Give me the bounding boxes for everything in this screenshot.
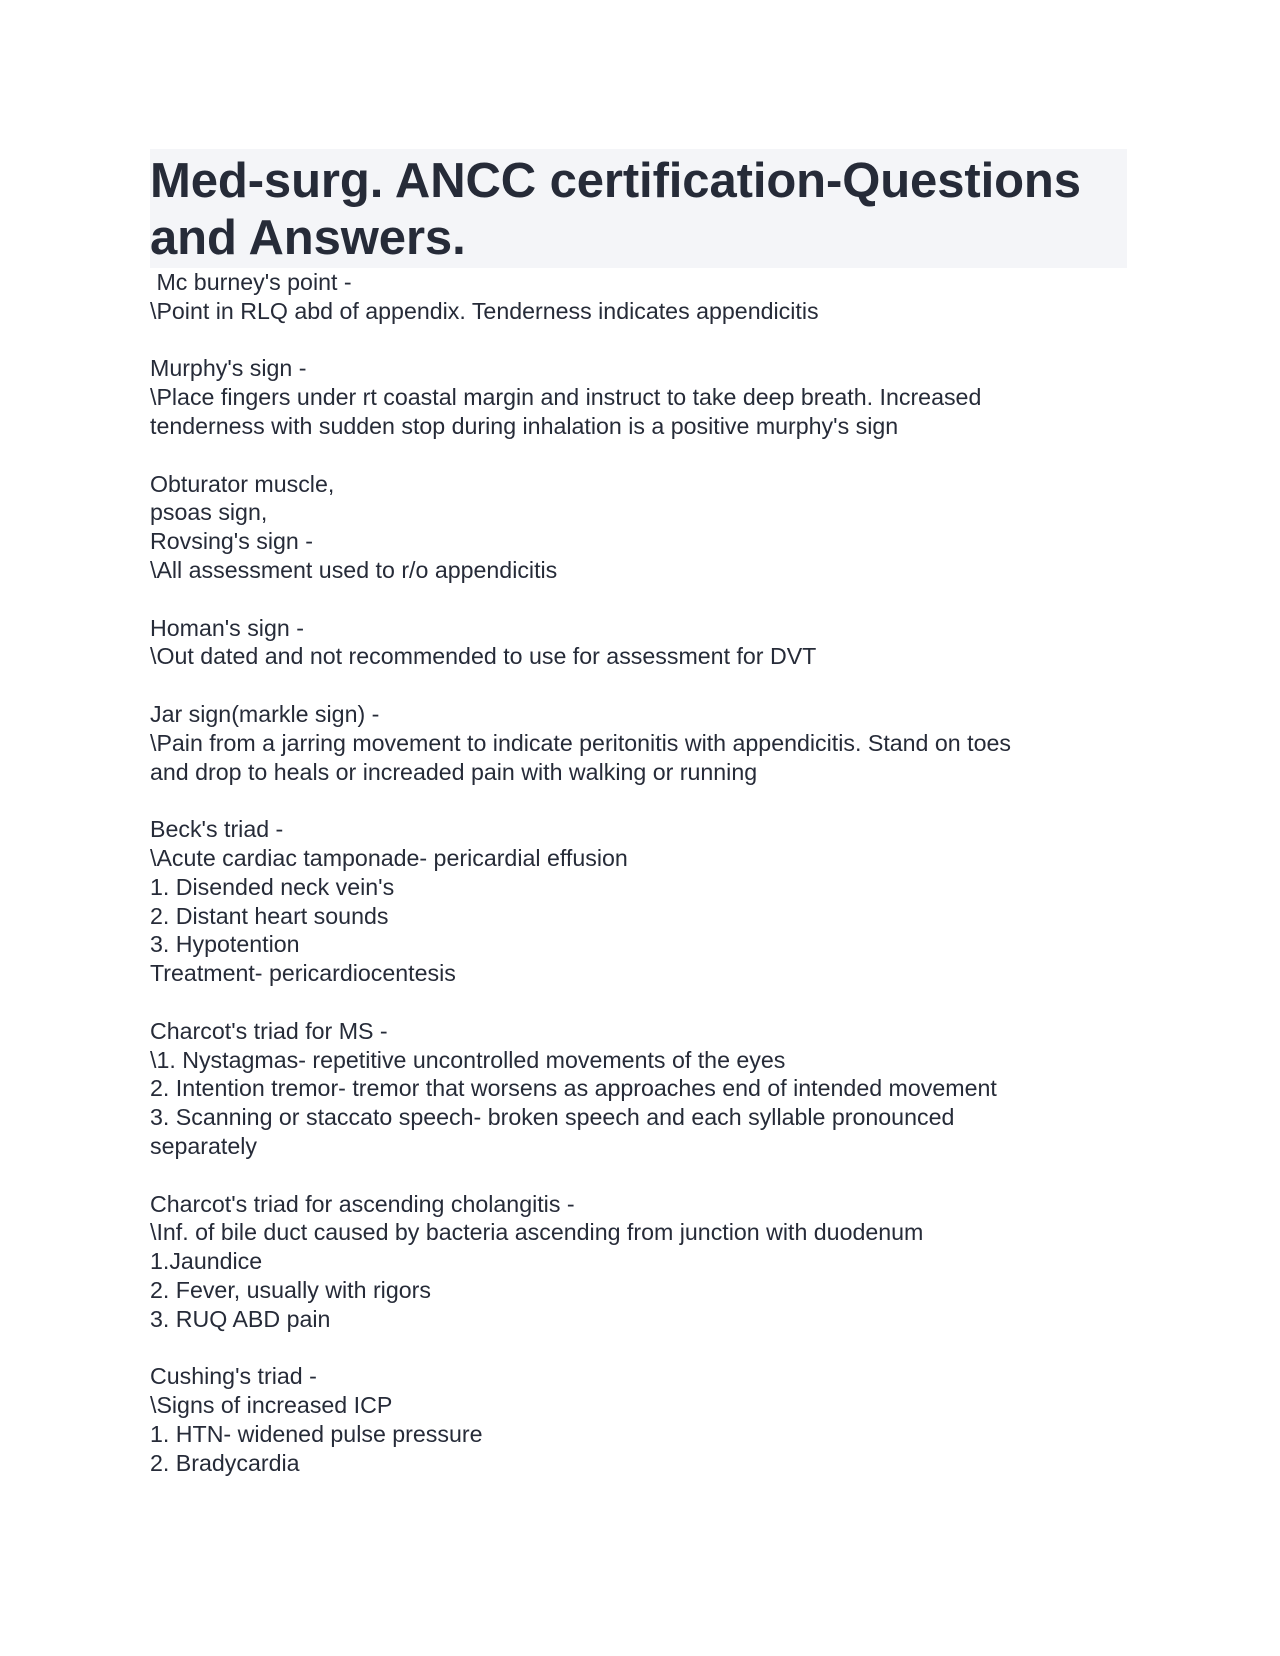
qa-entry [150, 1362, 1127, 1477]
qa-answer-line: \Place fingers under rt coastal margin and instruct to take deep breath. Increased [150, 384, 982, 411]
qa-term: Cushing's triad - [150, 1363, 317, 1390]
title-block [150, 149, 1127, 268]
qa-entry [150, 1190, 1127, 1334]
qa-answer-line: \Pain from a jarring movement to indicate peritonitis with appendicitis. Stand on toes [150, 729, 1011, 756]
qa-entry [150, 815, 1127, 988]
qa-term: Obturator muscle, [150, 470, 335, 497]
document-page [150, 149, 1127, 1506]
qa-answer-line: and drop to heals or increaded pain with walking or running [150, 758, 758, 785]
qa-answer-line: 2. Distant heart sounds [150, 902, 389, 929]
qa-answer-line: separately [150, 1132, 257, 1159]
qa-answer-line: tenderness with sudden stop during inhalation is a positive murphy's sign [150, 412, 899, 439]
qa-answer-line: \Inf. of bile duct caused by bacteria ascending from junction with duodenum [150, 1219, 924, 1246]
qa-term: Mc burney's point - [150, 269, 352, 295]
qa-answer-line: 1.Jaundice [150, 1248, 263, 1275]
document-title: Med-surg. ANCC certification-Questions and Answers. [150, 154, 1081, 265]
qa-answer-line: 3. Hypotention [150, 931, 300, 958]
qa-entry [150, 268, 1127, 326]
qa-answer-line: \Out dated and not recommended to use for assessment for DVT [150, 643, 817, 670]
qa-term: Beck's triad - [150, 816, 284, 843]
qa-entry [150, 354, 1127, 440]
qa-answer-line: 3. Scanning or staccato speech- broken speech and each syllable pronounced [150, 1104, 955, 1131]
qa-answer-line: 2. Fever, usually with rigors [150, 1276, 431, 1303]
qa-entry [150, 700, 1127, 786]
qa-answer-line: \1. Nystagmas- repetitive uncontrolled movements of the eyes [150, 1046, 786, 1073]
qa-answer-line: psoas sign, [150, 499, 268, 526]
qa-entry [150, 614, 1127, 672]
qa-term: Jar sign(markle sign) - [150, 700, 380, 727]
document-body [150, 268, 1127, 1477]
qa-answer-line: 1. HTN- widened pulse pressure [150, 1420, 483, 1447]
qa-answer-line: \Point in RLQ abd of appendix. Tenderness indicates appendicitis [150, 297, 819, 324]
qa-term: Charcot's triad for ascending cholangitis - [150, 1190, 575, 1217]
qa-answer-line: 3. RUQ ABD pain [150, 1305, 331, 1332]
qa-answer-line: Treatment- pericardiocentesis [150, 960, 456, 987]
qa-answer-line: \Signs of increased ICP [150, 1392, 393, 1419]
qa-answer-line: Rovsing's sign - [150, 528, 313, 555]
qa-answer-line: 2. Bradycardia [150, 1449, 300, 1476]
qa-answer-line: 2. Intention tremor- tremor that worsens as approaches end of intended movement [150, 1075, 997, 1102]
qa-term: Homan's sign - [150, 614, 304, 641]
qa-entry [150, 1017, 1127, 1161]
qa-answer-line: \Acute cardiac tamponade- pericardial effusion [150, 844, 628, 871]
qa-term: Charcot's triad for MS - [150, 1017, 388, 1044]
qa-answer-line: 1. Disended neck vein's [150, 873, 395, 900]
qa-entry [150, 470, 1127, 585]
qa-term: Murphy's sign - [150, 355, 307, 382]
qa-answer-line: \All assessment used to r/o appendicitis [150, 556, 558, 583]
